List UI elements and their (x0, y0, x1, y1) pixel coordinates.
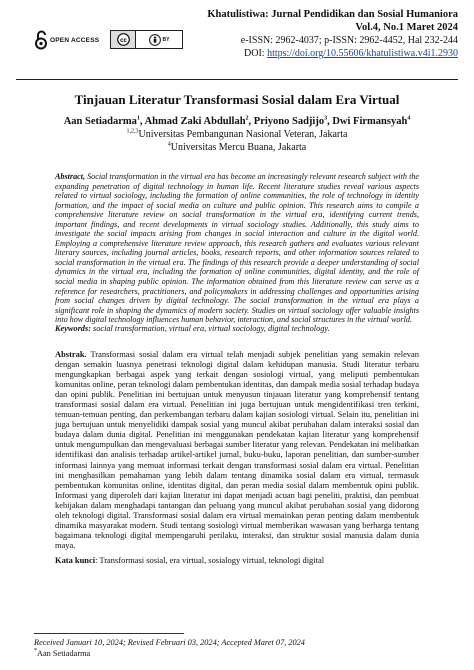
journal-title: Khatulistiwa: Jurnal Pendidikan dan Sosial Humaniora (207, 9, 458, 20)
cc-icon-text: cc (119, 38, 127, 44)
paper-title: Tinjauan Literatur Transformasi Sosial dalam Era Virtual (74, 92, 400, 107)
keywords-text: social transformation, virtual era, virtual sociology, digital technology. (90, 324, 330, 333)
received-dates: Received Januari 10, 2024; Revised Februari 03, 2024; Accepted Maret 07, 2024 (34, 638, 305, 647)
abstrak-text: Transformasi sosial dalam era virtual telah menjadi subjek penelitian yang semakin relevan dengan semakin luasnya penetrasi teknologi digital dalam kehidupan manusia. Studi literatur terbaru mengungkapkan berbagai aspek yang terkait dengan sosiologi virtual, yang meliputi pembentukan komunitas online, peran teknologi dalam pembentukan identitas, dan dampak media sosial terhadap budaya dan opini publik. Penelitian ini bertujuan untuk menyusun tinjauan literatur yang komprehensif tentang transformasi sosial dalam era virtual. Penelitian ini juga bertujuan untuk mengidentifikasi tren terkini, temuan-temuan penting, dan perkembangan terbaru dalam kajian sosiologi virtual. Selain itu, penelitian ini juga bertujuan untuk menyelidiki dampak sosial yang muncul akibat perubahan dalam interaksi sosial dan budaya dalam dunia digital. Penelitian ini menggunakan pendekatan kajian literatur yang komprehensif untuk mengumpulkan dan mengevaluasi berbagai sumber literatur yang relevan. Pendekatan ini melibatkan identifikasi dan analisis terhadap artikel-artikel jurnal, buku-buku, laporan penelitian, dan sumber-sumber informasi lainnya yang memuat informasi terkait dengan transformasi sosial dalam era virtual. Penelitian ini menghasilkan pemahaman yang lebih dalam tentang dinamika sosial dalam era virtual, termasuk pembentukan komunitas online, identitas digital, dan peran media sosial dalam membentuk opini publik. Informasi yang diperoleh dari kajian literatur ini dapat menjadi acuan bagi peneliti, praktisi, dan pembuat kebijakan dalam menghadapi tantangan dan peluang yang muncul akibat perubahan sosial yang didorong oleh teknologi digital. Transformasi sosial dalam era virtual memainkan peran penting dalam membentuk dinamika masyarakat modern. Studi tentang sosiologi virtual memberikan wawasan yang berharga tentang bagaimana teknologi digital mempengaruhi perilaku, interaksi, dan struktur sosial manusia dalam dunia maya. (55, 349, 419, 550)
open-lock-icon (34, 30, 48, 50)
author-list: Aan Setiadarma$^1$, Ahmad Zaki Abdullah$^2$, Priyono Sadjijo$^3$, Dwi Firmansyah$^4$ (63, 115, 411, 127)
author-name: Aan Setiadarma (63, 116, 137, 127)
journal-header (0, 0, 474, 78)
affiliation: $^4$Universitas Mercu Buana, Jakarta (167, 141, 307, 153)
doi-link[interactable]: https://doi.org/10.55606/khatulistiwa.v4i1.2930 (267, 48, 458, 59)
abstract-english (55, 172, 419, 325)
cc-icon (111, 31, 135, 48)
footnote-divider (34, 633, 184, 634)
author-name: Dwi Firmansyah (332, 116, 408, 127)
header-divider (16, 79, 458, 80)
open-access-logo (34, 30, 99, 50)
abstract-indonesian (55, 349, 419, 550)
journal-issn: e-ISSN: 2962-4037; p-ISSN: 2962-4452, Hal 232-244 (240, 35, 458, 46)
abstrak-label: Abstrak. (55, 349, 87, 359)
kata-kunci-label: Kata kunci (55, 555, 96, 565)
abstract-text: Social transformation in the virtual era has become an increasingly relevant research subject with the expanding penetration of digital technology in human life. Recent literature studies reveal various aspects related to virtual sociology, including the formation of online communities, the role of technology in identity formation, and the impact of social media on culture and public opinion. This research aims to compile a comprehensive literature review on social transformation in the virtual era, identifying current trends, important findings, and recent developments in virtual sociology studies. Additionally, this study aims to investigate the social impacts arising from changes in social interaction and culture in the digital world. Employing a comprehensive literature review approach, this research gathers and evaluates various relevant literary sources, including journal articles, books, research reports, and other information sources related to social transformation in the virtual era. The findings of this research provide a deeper understanding of social dynamics in the virtual era, including the formation of online communities, digital identity, and the role of social media in shaping public opinion. The information obtained from this literature review can serve as a reference for researchers, practitioners, and policymakers in addressing challenges and opportunities arising from social changes driven by digital technology. The social transformation in the virtual era plays a significant role in shaping the dynamics of modern society. Studies on virtual sociology offer valuable insights into how digital technology influences human behavior, interaction, and social structures in the virtual world. (55, 172, 419, 325)
person-icon (149, 34, 161, 46)
attribution-icon (135, 31, 182, 48)
kata-kunci (55, 555, 419, 565)
keywords-label: Keywords: (55, 324, 91, 333)
doi-label: DOI: (244, 48, 265, 59)
journal-volume: Vol.4, No.1 Maret 2024 (355, 22, 458, 33)
cc-by-text: BY (162, 36, 170, 43)
cc-by-license-badge[interactable] (110, 30, 183, 49)
open-access-text: OPEN ACCESS (50, 36, 100, 44)
author-name: Ahmad Zaki Abdullah (144, 116, 246, 127)
affiliation: $^{1,2,3}$Universitas Pembangunan Nasional Veteran, Jakarta (126, 128, 348, 140)
corresponding-author: *Aan Setiadarma (34, 648, 91, 658)
kata-kunci-text: : Transformasi sosial, era virtual, sosialogy virtual, teknologi digital (95, 555, 325, 565)
abstract-label: Abstract, (55, 172, 86, 181)
author-name: Priyono Sadjijo (253, 116, 325, 127)
keywords (55, 324, 419, 333)
journal-doi (207, 47, 458, 60)
journal-info (207, 8, 458, 60)
